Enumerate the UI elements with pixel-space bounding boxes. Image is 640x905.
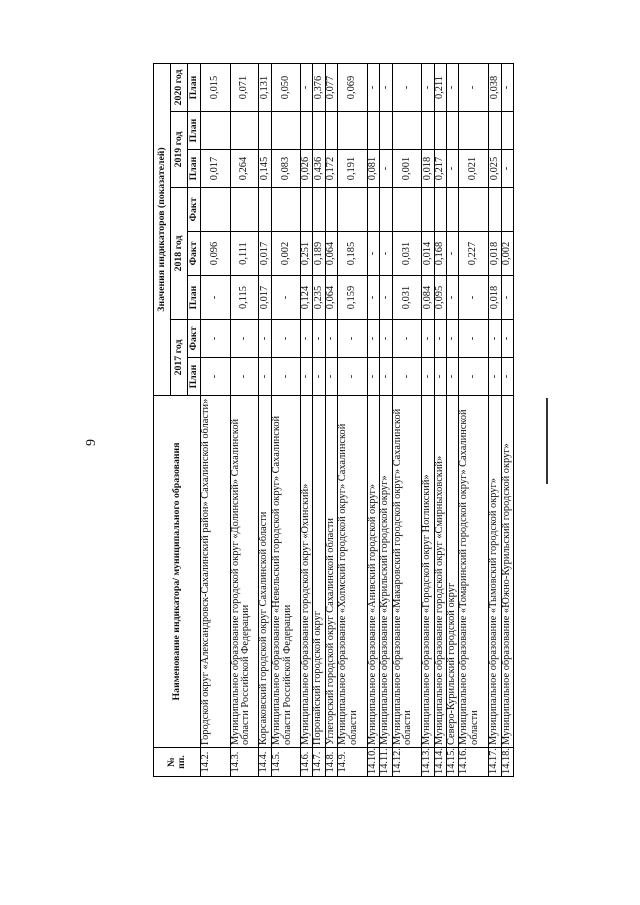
value-2018-fact: 0,018 bbox=[489, 232, 501, 276]
header-2018-fact-b: Факт bbox=[188, 188, 201, 232]
value-2018-plan: - bbox=[380, 276, 392, 320]
header-2018-fact: Факт bbox=[188, 232, 201, 276]
value-2019-plan: 0,083 bbox=[272, 150, 301, 188]
value-2019-plan: 0,025 bbox=[489, 150, 501, 188]
value-2019-extra bbox=[501, 112, 514, 150]
value-2020-plan: - bbox=[380, 63, 392, 111]
value-2018-fact: 0,096 bbox=[201, 232, 231, 276]
value-2019-extra bbox=[230, 112, 259, 150]
value-2019-extra bbox=[368, 112, 380, 150]
value-2018-fact: 0,031 bbox=[392, 232, 422, 276]
value-2020-plan: - bbox=[368, 63, 380, 111]
value-2018-plan: - bbox=[368, 276, 380, 320]
row-name: Городской округ «Александровск-Сахалинский район» Сахалинской области» bbox=[201, 396, 231, 748]
value-2018-extra bbox=[201, 188, 231, 232]
rotated-table-container bbox=[153, 64, 514, 777]
value-2019-plan: 0,145 bbox=[259, 150, 272, 188]
value-2019-extra bbox=[380, 112, 392, 150]
value-2018-fact: 0,111 bbox=[230, 232, 259, 276]
value-2017-plan: - bbox=[392, 358, 422, 396]
value-2018-plan: - bbox=[501, 276, 514, 320]
row-number: 14.13. bbox=[422, 748, 434, 777]
value-2018-plan: 0,031 bbox=[392, 276, 422, 320]
row-name: Поронайский городской округ bbox=[313, 396, 325, 748]
value-2020-plan: 0,071 bbox=[230, 63, 259, 111]
value-2017-plan: - bbox=[459, 358, 489, 396]
value-2017-plan: - bbox=[380, 358, 392, 396]
header-2018-plan: План bbox=[188, 276, 201, 320]
table-row bbox=[230, 63, 259, 776]
value-2018-fact: 0,002 bbox=[501, 232, 514, 276]
value-2017-plan: - bbox=[489, 358, 501, 396]
value-2017-plan: - bbox=[259, 358, 272, 396]
table-row bbox=[392, 63, 422, 776]
table-row bbox=[313, 63, 325, 776]
row-number: 14.9. bbox=[338, 748, 368, 777]
row-name: Муниципальное образование «Холмский городской округ» Сахалинской области bbox=[338, 396, 368, 748]
value-2017-plan: - bbox=[434, 358, 446, 396]
row-number: 14.7. bbox=[313, 748, 325, 777]
table-row bbox=[300, 63, 312, 776]
value-2020-plan: 0,077 bbox=[325, 63, 338, 111]
value-2018-fact: - bbox=[447, 232, 459, 276]
value-2018-extra bbox=[300, 188, 312, 232]
value-2019-plan: - bbox=[447, 150, 459, 188]
value-2020-plan: 0,131 bbox=[259, 63, 272, 111]
page-number: 9 bbox=[84, 439, 99, 446]
value-2020-plan: - bbox=[459, 63, 489, 111]
value-2017-plan: - bbox=[368, 358, 380, 396]
value-2019-plan: 0,017 bbox=[201, 150, 231, 188]
header-2020: 2020 год bbox=[171, 63, 188, 111]
value-2020-plan: - bbox=[501, 63, 514, 111]
value-2020-plan: 0,015 bbox=[201, 63, 231, 111]
value-2020-plan: 0,211 bbox=[434, 63, 446, 111]
value-2018-extra bbox=[422, 188, 434, 232]
value-2018-extra bbox=[313, 188, 325, 232]
row-number: 14.15. bbox=[447, 748, 459, 777]
value-2019-plan: 0,191 bbox=[338, 150, 368, 188]
value-2018-plan: 0,064 bbox=[325, 276, 338, 320]
row-number: 14.18. bbox=[501, 748, 514, 777]
row-number: 14.16. bbox=[459, 748, 489, 777]
value-2018-extra bbox=[380, 188, 392, 232]
table-row bbox=[325, 63, 338, 776]
value-2017-plan: - bbox=[201, 358, 231, 396]
value-2018-extra bbox=[325, 188, 338, 232]
value-2017-fact: - bbox=[300, 320, 312, 358]
value-2018-extra bbox=[338, 188, 368, 232]
value-2017-fact: - bbox=[368, 320, 380, 358]
value-2019-extra bbox=[447, 112, 459, 150]
value-2017-fact: - bbox=[380, 320, 392, 358]
row-name: Муниципальное образование городской округ «Смирныховский» bbox=[434, 396, 446, 748]
header-2017-plan: План bbox=[188, 358, 201, 396]
row-number: 14.2. bbox=[201, 748, 231, 777]
value-2017-plan: - bbox=[313, 358, 325, 396]
value-2020-plan: 0,376 bbox=[313, 63, 325, 111]
row-name: Муниципальное образование «Томаринский городской округ» Сахалинской области bbox=[459, 396, 489, 748]
row-number: 14.5. bbox=[272, 748, 301, 777]
value-2018-fact: - bbox=[368, 232, 380, 276]
value-2018-plan: - bbox=[201, 276, 231, 320]
header-2018: 2018 год bbox=[171, 188, 188, 320]
table-row bbox=[380, 63, 392, 776]
indicator-table bbox=[153, 63, 514, 777]
table-row bbox=[489, 63, 501, 776]
value-2019-plan: - bbox=[501, 150, 514, 188]
value-2020-plan: - bbox=[447, 63, 459, 111]
value-2017-plan: - bbox=[338, 358, 368, 396]
value-2018-fact: 0,227 bbox=[459, 232, 489, 276]
value-2017-fact: - bbox=[434, 320, 446, 358]
table-row bbox=[338, 63, 368, 776]
table-row bbox=[368, 63, 380, 776]
value-2019-plan: 0,021 bbox=[459, 150, 489, 188]
signature-line bbox=[546, 398, 548, 484]
value-2019-extra bbox=[459, 112, 489, 150]
value-2019-plan: 0,001 bbox=[392, 150, 422, 188]
row-name: Углегорский городской округ Сахалинской области bbox=[325, 396, 338, 748]
value-2017-fact: - bbox=[447, 320, 459, 358]
value-2017-fact: - bbox=[422, 320, 434, 358]
value-2018-plan: - bbox=[459, 276, 489, 320]
value-2020-plan: - bbox=[422, 63, 434, 111]
row-number: 14.11. bbox=[380, 748, 392, 777]
value-2018-fact: 0,002 bbox=[272, 232, 301, 276]
value-2019-extra bbox=[489, 112, 501, 150]
value-2017-fact: - bbox=[501, 320, 514, 358]
value-2018-plan: 0,084 bbox=[422, 276, 434, 320]
row-name: Муниципальное образование «Анивский городской округ» bbox=[368, 396, 380, 748]
value-2017-fact: - bbox=[338, 320, 368, 358]
value-2017-fact: - bbox=[489, 320, 501, 358]
row-name: Корсаковский городской округ Сахалинской области bbox=[259, 396, 272, 748]
value-2019-extra bbox=[201, 112, 231, 150]
header-2019-plan: План bbox=[188, 150, 201, 188]
header-name: Наименование индикатора/ муниципального образования bbox=[154, 396, 201, 748]
value-2020-plan: 0,069 bbox=[338, 63, 368, 111]
row-name: Муниципальное образование «Макаровский городской округ» Сахалинской области bbox=[392, 396, 422, 748]
row-name: Муниципальное образование «Южно-Курильский городской округ» bbox=[501, 396, 514, 748]
value-2019-extra bbox=[272, 112, 301, 150]
value-2017-fact: - bbox=[259, 320, 272, 358]
value-2020-plan: - bbox=[392, 63, 422, 111]
value-2019-plan: 0,018 bbox=[422, 150, 434, 188]
row-number: 14.6. bbox=[300, 748, 312, 777]
value-2019-plan: 0,172 bbox=[325, 150, 338, 188]
value-2018-plan: 0,124 bbox=[300, 276, 312, 320]
value-2020-plan: 0,038 bbox=[489, 63, 501, 111]
value-2018-plan: 0,017 bbox=[259, 276, 272, 320]
value-2018-extra bbox=[489, 188, 501, 232]
value-2019-extra bbox=[313, 112, 325, 150]
value-2018-extra bbox=[447, 188, 459, 232]
value-2019-plan: 0,264 bbox=[230, 150, 259, 188]
value-2017-plan: - bbox=[272, 358, 301, 396]
value-2019-plan: - bbox=[380, 150, 392, 188]
value-2017-plan: - bbox=[447, 358, 459, 396]
table-row bbox=[201, 63, 231, 776]
value-2017-plan: - bbox=[230, 358, 259, 396]
row-number: 14.12. bbox=[392, 748, 422, 777]
value-2018-extra bbox=[272, 188, 301, 232]
value-2017-fact: - bbox=[325, 320, 338, 358]
value-2019-extra bbox=[300, 112, 312, 150]
value-2018-fact: 0,064 bbox=[325, 232, 338, 276]
table-row bbox=[272, 63, 301, 776]
value-2017-plan: - bbox=[300, 358, 312, 396]
value-2018-plan: 0,159 bbox=[338, 276, 368, 320]
table-row bbox=[447, 63, 459, 776]
row-number: 14.14. bbox=[434, 748, 446, 777]
row-number: 14.17. bbox=[489, 748, 501, 777]
value-2018-fact: 0,185 bbox=[338, 232, 368, 276]
value-2018-extra bbox=[230, 188, 259, 232]
value-2018-fact: 0,017 bbox=[259, 232, 272, 276]
value-2017-fact: - bbox=[313, 320, 325, 358]
row-number: 14.3. bbox=[230, 748, 259, 777]
header-number: № пп. bbox=[154, 748, 201, 777]
row-name: Муниципальное образование «Городской округ Ногликский» bbox=[422, 396, 434, 748]
value-2017-plan: - bbox=[422, 358, 434, 396]
table-row bbox=[459, 63, 489, 776]
row-name: Муниципальное образование «Тымовский городской округ» bbox=[489, 396, 501, 748]
value-2019-plan: 0,081 bbox=[368, 150, 380, 188]
value-2018-fact: - bbox=[380, 232, 392, 276]
row-name: Муниципальное образование городской округ «Охинский» bbox=[300, 396, 312, 748]
row-name: Муниципальное образование «Курильский городской округ» bbox=[380, 396, 392, 748]
value-2018-plan: 0,095 bbox=[434, 276, 446, 320]
value-2018-extra bbox=[434, 188, 446, 232]
table-row bbox=[259, 63, 272, 776]
value-2017-plan: - bbox=[501, 358, 514, 396]
value-2018-fact: 0,168 bbox=[434, 232, 446, 276]
row-name: Муниципальное образование «Невельский городской округ» Сахалинской области Российской Федерации bbox=[272, 396, 301, 748]
value-2019-extra bbox=[434, 112, 446, 150]
value-2018-extra bbox=[392, 188, 422, 232]
value-2017-fact: - bbox=[230, 320, 259, 358]
value-2017-fact: - bbox=[201, 320, 231, 358]
header-2017: 2017 год bbox=[171, 320, 188, 396]
header-2020-plan: План bbox=[188, 63, 201, 111]
value-2019-extra bbox=[422, 112, 434, 150]
table-row bbox=[501, 63, 514, 776]
value-2018-plan: - bbox=[272, 276, 301, 320]
row-number: 14.8. bbox=[325, 748, 338, 777]
header-2019-plan-b: План bbox=[188, 112, 201, 150]
table-row bbox=[434, 63, 446, 776]
value-2018-fact: 0,251 bbox=[300, 232, 312, 276]
value-2017-fact: - bbox=[272, 320, 301, 358]
value-2018-extra bbox=[259, 188, 272, 232]
value-2018-plan: - bbox=[447, 276, 459, 320]
row-name: Северо-Курильский городской округ bbox=[447, 396, 459, 748]
value-2018-extra bbox=[459, 188, 489, 232]
row-name: Муниципальное образование городской округ «Долинский» Сахалинской области Российской Федерации bbox=[230, 396, 259, 748]
value-2018-plan: 0,115 bbox=[230, 276, 259, 320]
row-number: 14.4. bbox=[259, 748, 272, 777]
value-2020-plan: - bbox=[300, 63, 312, 111]
value-2018-plan: 0,018 bbox=[489, 276, 501, 320]
table-row bbox=[422, 63, 434, 776]
value-2019-plan: 0,026 bbox=[300, 150, 312, 188]
value-2017-fact: - bbox=[459, 320, 489, 358]
value-2019-extra bbox=[325, 112, 338, 150]
header-values-group: Значения индикаторов (показателей) bbox=[154, 63, 171, 395]
value-2018-fact: 0,014 bbox=[422, 232, 434, 276]
value-2017-fact: - bbox=[392, 320, 422, 358]
value-2017-plan: - bbox=[325, 358, 338, 396]
value-2019-plan: 0,217 bbox=[434, 150, 446, 188]
value-2019-plan: 0,436 bbox=[313, 150, 325, 188]
value-2019-extra bbox=[338, 112, 368, 150]
value-2018-fact: 0,189 bbox=[313, 232, 325, 276]
header-2017-fact: Факт bbox=[188, 320, 201, 358]
value-2019-extra bbox=[392, 112, 422, 150]
value-2018-plan: 0,235 bbox=[313, 276, 325, 320]
value-2019-extra bbox=[259, 112, 272, 150]
table-body bbox=[201, 63, 514, 776]
row-number: 14.10. bbox=[368, 748, 380, 777]
header-2019: 2019 год bbox=[171, 112, 188, 188]
value-2018-extra bbox=[501, 188, 514, 232]
value-2020-plan: 0,050 bbox=[272, 63, 301, 111]
value-2018-extra bbox=[368, 188, 380, 232]
